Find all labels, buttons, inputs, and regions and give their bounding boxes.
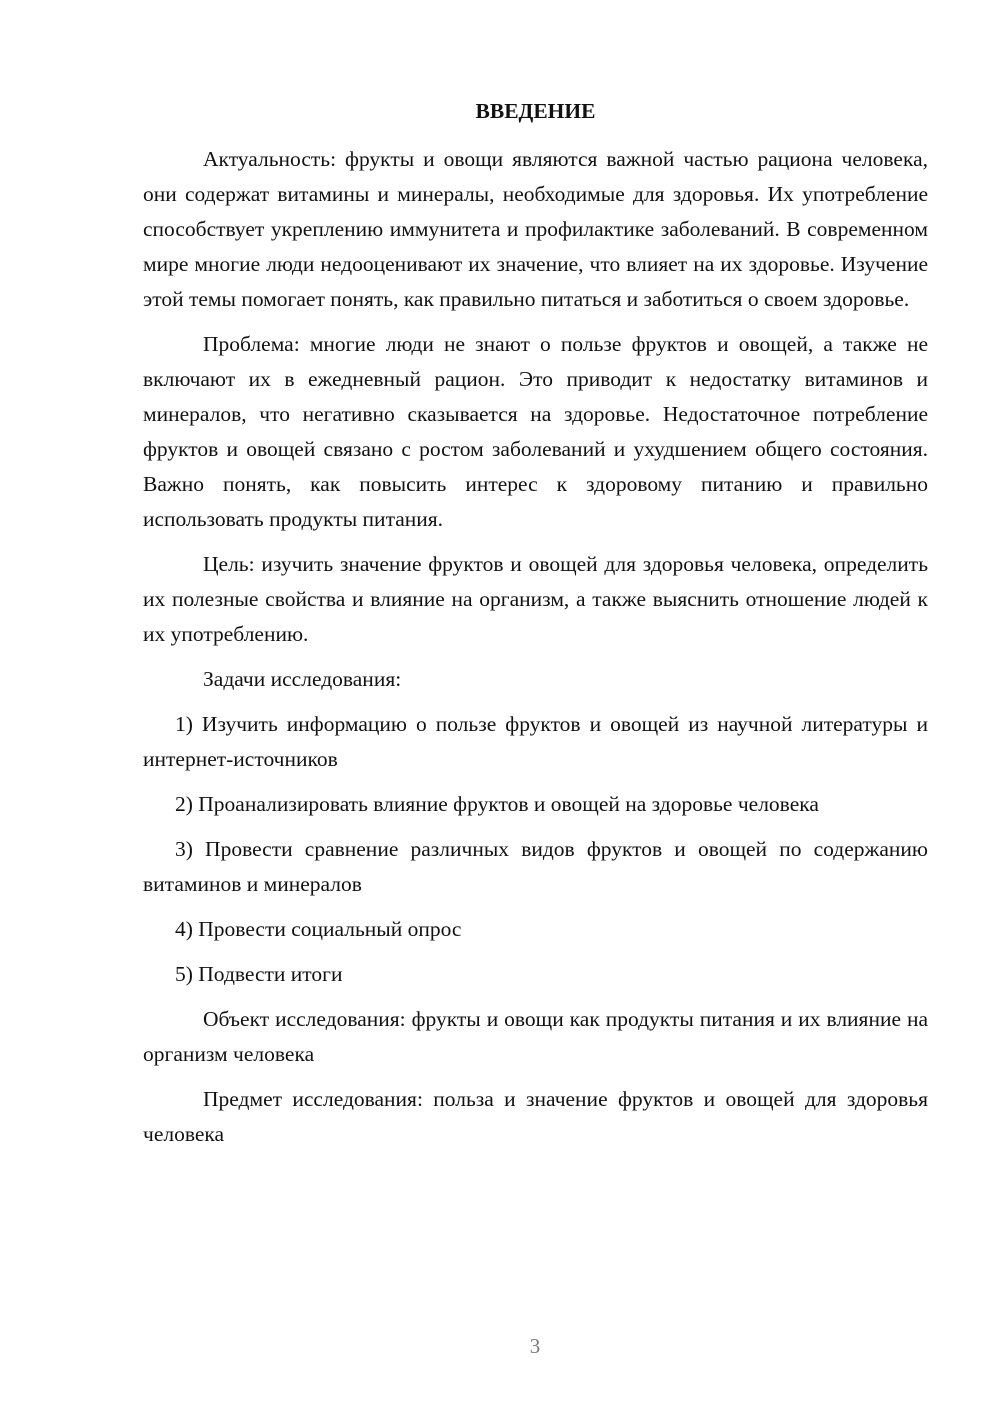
tasks-list <box>143 707 928 992</box>
problem-paragraph: Проблема: многие люди не знают о пользе фруктов и овощей, а также не включают их в ежедневный рацион. Это приводит к недостатку витаминов и минералов, что негативно сказывается на здоровье. Недостаточное потребление фруктов и овощей связано с ростом заболеваний и ухудшением общего состояния. Важно понять, как повысить интерес к здоровому питанию и правильно использовать продукты питания. <box>143 332 928 531</box>
relevance-paragraph: Актуальность: фрукты и овощи являются важной частью рациона человека, они содержат витамины и минералы, необходимые для здоровья. Их употребление способствует укреплению иммунитета и профилактике заболеваний. В современном мире многие люди недооценивают их значение, что влияет на их здоровье. Изучение этой темы помогает понять, как правильно питаться и заботиться о своем здоровье. <box>143 147 928 311</box>
task-item: 3) Провести сравнение различных видов фруктов и овощей по содержанию витаминов и минералов <box>143 837 928 896</box>
page-number: 3 <box>529 1334 541 1358</box>
task-item: 1) Изучить информацию о пользе фруктов и овощей из научной литературы и интернет-источников <box>143 712 928 771</box>
document-page <box>143 96 928 1162</box>
subject-paragraph: Предмет исследования: польза и значение фруктов и овощей для здоровья человека <box>143 1087 928 1146</box>
goal-paragraph: Цель: изучить значение фруктов и овощей для здоровья человека, определить их полезные свойства и влияние на организм, а также выяснить отношение людей к их употреблению. <box>143 552 928 646</box>
task-item: 5) Подвести итоги <box>175 962 343 986</box>
tasks-heading: Задачи исследования: <box>203 667 402 691</box>
object-paragraph: Объект исследования: фрукты и овощи как продукты питания и их влияние на организм человека <box>143 1007 928 1066</box>
task-item: 2) Проанализировать влияние фруктов и овощей на здоровье человека <box>175 792 819 816</box>
section-title: ВВЕДЕНИЕ <box>475 99 596 123</box>
task-item: 4) Провести социальный опрос <box>175 917 462 941</box>
